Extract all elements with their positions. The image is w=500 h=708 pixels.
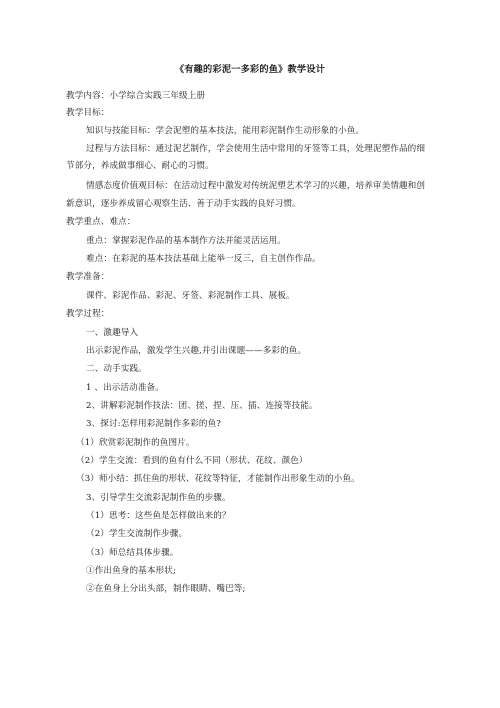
text-line-circle-2: ②在鱼身上分出头部，制作眼睛、嘴巴等; bbox=[86, 584, 246, 594]
text-line-preparation-heading: 教学准备： bbox=[66, 272, 110, 282]
text-line-key-points-heading: 教学重点、难点： bbox=[66, 217, 136, 227]
text-line-summary: （3）师总结具体步骤。 bbox=[86, 548, 179, 558]
text-line-preparation: 课件、彩泥作品、彩泥、牙签、彩泥制作工具、展板。 bbox=[86, 291, 295, 301]
text-line-sub-2: （2）学生交流：看到的鱼有什么不同（形状、花纹、颜色） bbox=[76, 456, 308, 466]
text-line-knowledge-goal: 知识与技能目标：学会泥塑的基本技法，能用彩泥制作生动形象的小鱼。 bbox=[86, 126, 365, 136]
text-line-step-3: 3、探讨:怎样用彩泥制作多彩的鱼? bbox=[86, 419, 221, 429]
text-line-process-goal: 过程与方法目标：通过泥艺制作，学会使用生活中常用的牙签等工具，处理泥塑作品的细 bbox=[86, 144, 426, 154]
text-line-process-goal-cont: 节部分，养成做事细心、耐心的习惯。 bbox=[66, 161, 214, 171]
text-line-step-3b: 3、引导学生交流彩泥制作鱼的步骤。 bbox=[86, 493, 231, 503]
document-title: 《有趣的彩泥一多彩的鱼》教学设计 bbox=[174, 64, 326, 75]
text-line-intro: 出示彩泥作品，激发学生兴趣,并引出课题——多彩的鱼。 bbox=[86, 346, 307, 356]
text-line-key-point: 重点：掌握彩泥作品的基本制作方法并能灵活运用。 bbox=[86, 236, 286, 246]
text-line-objectives-heading: 教学目标： bbox=[66, 108, 110, 118]
text-line-circle-1: ①作出鱼身的基本形状; bbox=[86, 566, 176, 576]
text-line-process-heading: 教学过程： bbox=[66, 309, 110, 319]
text-line-content: 教学内容：小学综合实践三年级上册 bbox=[66, 91, 206, 101]
text-line-step-1: 1 、出示活动准备。 bbox=[86, 383, 164, 393]
text-line-exchange: （2）学生交流制作步骤。 bbox=[86, 529, 188, 539]
text-line-section-2: 二、动手实践。 bbox=[86, 364, 147, 374]
text-line-step-2: 2、讲解彩泥制作技法：团、搓、捏、压、插、连接等技能。 bbox=[86, 401, 318, 411]
text-line-difficulty: 难点：在彩泥的基本技法基础上能举一反三，自主创作作品。 bbox=[86, 254, 321, 264]
text-line-think: （1）思考：这些鱼是怎样做出来的？ bbox=[86, 511, 231, 521]
text-line-sub-3: （3）师小结：抓住鱼的形状、花纹等特征，才能制作出形象生动的小鱼。 bbox=[76, 474, 360, 484]
text-line-section-1: 一、激趣导入 bbox=[86, 328, 139, 338]
text-line-emotion-goal: 情感态度价值观目标：在活动过程中激发对传统泥塑艺术学习的兴趣，培养审美情趣和创 bbox=[86, 181, 426, 191]
text-line-sub-1: （1）欣赏彩泥制作的鱼图片。 bbox=[76, 438, 195, 448]
text-line-emotion-goal-cont: 新意识，逐步养成留心观察生活、善于动手实践的良好习惯。 bbox=[66, 199, 301, 209]
